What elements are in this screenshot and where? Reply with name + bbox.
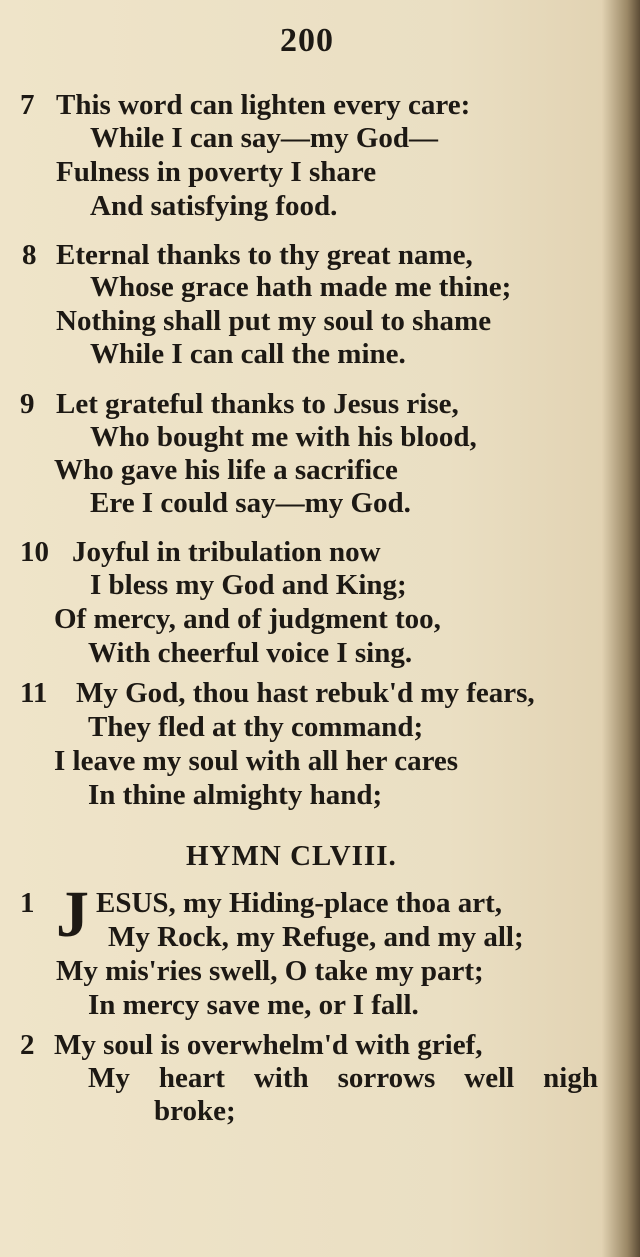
verse-line: In mercy save me, or I fall. bbox=[88, 989, 419, 1021]
verse-line: In thine almighty hand; bbox=[88, 779, 383, 811]
verse-line: Whose grace hath made me thine; bbox=[90, 271, 512, 303]
verse-line: My heart with sorrows well nigh bbox=[88, 1062, 598, 1094]
verse-line: Nothing shall put my soul to shame bbox=[56, 305, 492, 337]
page-number: 200 bbox=[280, 22, 334, 59]
verse-line: I bless my God and King; bbox=[90, 569, 407, 601]
verse-line: I leave my soul with all her cares bbox=[54, 745, 459, 777]
verse-line: My God, thou hast rebuk'd my fears, bbox=[76, 677, 535, 709]
verse-line: broke; bbox=[154, 1095, 236, 1127]
drop-cap: J bbox=[56, 878, 89, 951]
verse-line: While I can call the mine. bbox=[90, 338, 406, 370]
verse-number: 9 bbox=[20, 388, 35, 420]
verse-number: 2 bbox=[20, 1029, 35, 1061]
verse-line: My mis'ries swell, O take my part; bbox=[56, 955, 484, 987]
verse-line: While I can say—my God— bbox=[90, 122, 439, 154]
verse-number: 8 bbox=[22, 239, 37, 271]
verse-line: My soul is overwhelm'd with grief, bbox=[54, 1029, 483, 1061]
verse-number: 11 bbox=[20, 677, 48, 709]
verse-line: Who gave his life a sacrifice bbox=[54, 454, 398, 486]
verse-line: Ere I could say—my God. bbox=[90, 487, 411, 519]
verse-line: Of mercy, and of judgment too, bbox=[54, 603, 441, 635]
verse-line: And satisfying food. bbox=[90, 190, 338, 222]
verse-line: ESUS, my Hiding-place thoa art, bbox=[96, 887, 503, 919]
verse-number: 1 bbox=[20, 887, 35, 919]
verse-line: Who bought me with his blood, bbox=[90, 421, 477, 453]
verse-number: 7 bbox=[20, 89, 35, 121]
verse-line: This word can lighten every care: bbox=[56, 89, 471, 121]
verse-line: Eternal thanks to thy great name, bbox=[56, 239, 473, 271]
verse-number: 10 bbox=[20, 536, 49, 568]
verse-line: With cheerful voice I sing. bbox=[88, 637, 413, 669]
verse-line: My Rock, my Refuge, and my all; bbox=[108, 921, 524, 953]
hymn-title: HYMN CLVIII. bbox=[186, 840, 397, 872]
verse-line: Joyful in tribulation now bbox=[72, 536, 381, 568]
verse-line: Let grateful thanks to Jesus rise, bbox=[56, 388, 459, 420]
verse-line: They fled at thy command; bbox=[88, 711, 424, 743]
verse-line: Fulness in poverty I share bbox=[56, 156, 377, 188]
